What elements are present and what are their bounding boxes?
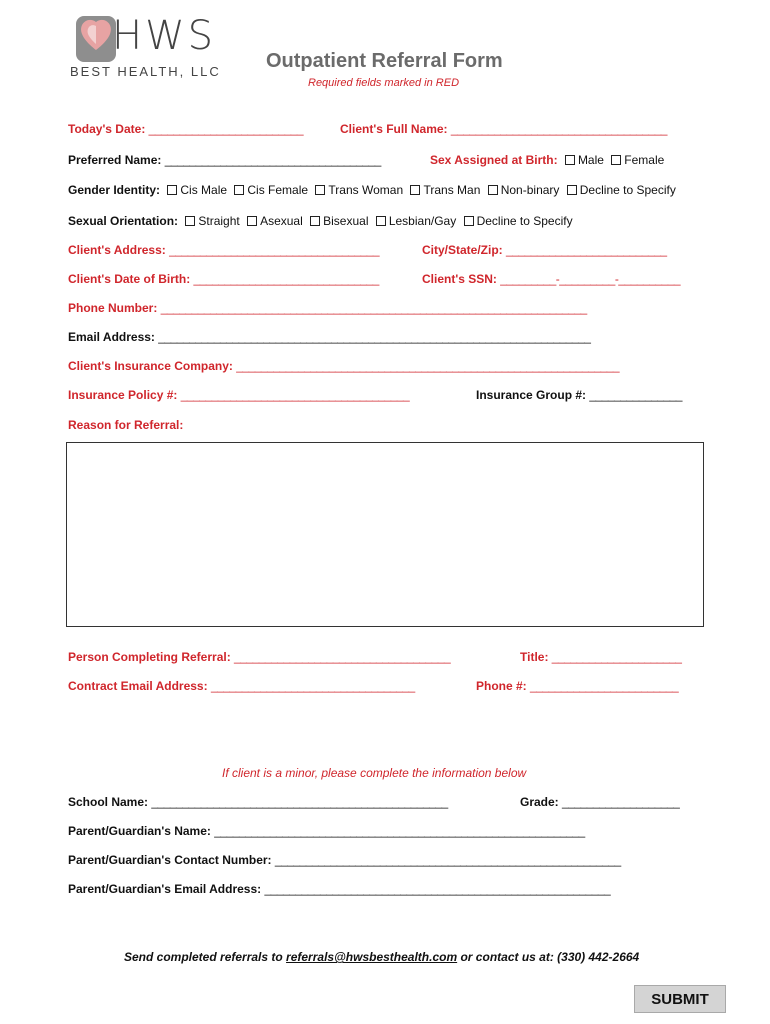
sex-assigned-label: Sex Assigned at Birth: xyxy=(430,153,558,167)
parent-email-label: Parent/Guardian's Email Address: xyxy=(68,882,262,896)
client-dob-label: Client's Date of Birth: xyxy=(68,272,191,286)
parent-name-label: Parent/Guardian's Name: xyxy=(68,824,211,838)
client-full-name-label: Client's Full Name: xyxy=(340,122,448,136)
option-gender-decline: Decline to Specify xyxy=(579,183,676,197)
option-straight: Straight xyxy=(198,214,240,228)
checkbox-straight[interactable] xyxy=(185,216,195,226)
insurance-policy-field[interactable] xyxy=(68,388,409,402)
preferred-name-blank[interactable]: ___________________________________ xyxy=(164,153,381,167)
footer-prefix: Send completed referrals to xyxy=(124,950,287,964)
person-completing-field[interactable] xyxy=(68,650,450,664)
insurance-group-field[interactable] xyxy=(476,388,682,402)
client-ssn-blank[interactable]: _________-_________-__________ xyxy=(500,272,681,286)
option-trans-man: Trans Man xyxy=(423,183,481,197)
client-address-blank[interactable]: __________________________________ xyxy=(169,243,380,257)
school-name-field[interactable] xyxy=(68,795,448,809)
reason-for-referral-label: Reason for Referral: xyxy=(68,418,184,432)
option-lesbian-gay: Lesbian/Gay xyxy=(388,214,457,228)
checkbox-male[interactable] xyxy=(565,155,575,165)
phone-number-blank[interactable]: _____________________________________________________________________ xyxy=(160,301,587,315)
todays-date-blank[interactable]: _________________________ xyxy=(148,122,304,136)
todays-date-label: Today's Date: xyxy=(68,122,146,136)
option-trans-woman: Trans Woman xyxy=(328,183,404,197)
todays-date-field[interactable] xyxy=(68,122,303,136)
title-field[interactable] xyxy=(520,650,681,664)
option-female: Female xyxy=(624,153,665,167)
parent-contact-label: Parent/Guardian's Contact Number: xyxy=(68,853,272,867)
reason-for-referral-textarea[interactable] xyxy=(66,442,704,627)
minor-note: If client is a minor, please complete the information below xyxy=(222,766,527,780)
checkbox-trans-man[interactable] xyxy=(410,185,420,195)
insurance-group-label: Insurance Group #: xyxy=(476,388,587,402)
phone-hash-field[interactable] xyxy=(476,679,678,693)
checkbox-trans-woman[interactable] xyxy=(315,185,325,195)
insurance-policy-blank[interactable]: _____________________________________ xyxy=(180,388,410,402)
grade-blank[interactable]: ___________________ xyxy=(562,795,680,809)
checkbox-female[interactable] xyxy=(611,155,621,165)
school-name-blank[interactable]: ________________________________________________ xyxy=(151,795,448,809)
checkbox-gender-decline[interactable] xyxy=(567,185,577,195)
checkbox-non-binary[interactable] xyxy=(488,185,498,195)
contract-email-blank[interactable]: _________________________________ xyxy=(210,679,415,693)
insurance-policy-label: Insurance Policy #: xyxy=(68,388,178,402)
client-full-name-blank[interactable]: ___________________________________ xyxy=(450,122,667,136)
person-completing-label: Person Completing Referral: xyxy=(68,650,231,664)
phone-hash-blank[interactable]: ________________________ xyxy=(530,679,679,693)
sexual-orientation-label: Sexual Orientation: xyxy=(68,214,179,228)
client-dob-field[interactable] xyxy=(68,272,379,286)
option-bisexual: Bisexual xyxy=(323,214,369,228)
email-address-field[interactable] xyxy=(68,330,590,344)
logo-tagline: BEST HEALTH, LLC xyxy=(70,64,221,79)
email-address-label: Email Address: xyxy=(68,330,155,344)
phone-number-field[interactable] xyxy=(68,301,587,315)
checkbox-orientation-decline[interactable] xyxy=(464,216,474,226)
insurance-company-blank[interactable]: ______________________________________________________________ xyxy=(236,359,620,373)
email-address-blank[interactable]: ______________________________________________________________________ xyxy=(158,330,591,344)
city-state-zip-field[interactable] xyxy=(422,243,667,257)
page-title: Outpatient Referral Form xyxy=(266,50,503,72)
title-blank[interactable]: _____________________ xyxy=(551,650,682,664)
phone-number-label: Phone Number: xyxy=(68,301,158,315)
submit-button[interactable]: SUBMIT xyxy=(634,985,726,1013)
client-address-label: Client's Address: xyxy=(68,243,166,257)
phone-hash-label: Phone #: xyxy=(476,679,527,693)
school-name-label: School Name: xyxy=(68,795,149,809)
contract-email-label: Contract Email Address: xyxy=(68,679,208,693)
client-ssn-label: Client's SSN: xyxy=(422,272,497,286)
option-non-binary: Non-binary xyxy=(500,183,560,197)
option-cis-female: Cis Female xyxy=(247,183,309,197)
insurance-company-field[interactable] xyxy=(68,359,619,373)
client-dob-blank[interactable]: ______________________________ xyxy=(193,272,379,286)
parent-name-field[interactable] xyxy=(68,824,585,838)
preferred-name-field[interactable] xyxy=(68,153,381,167)
client-ssn-field[interactable] xyxy=(422,272,680,286)
city-state-zip-label: City/State/Zip: xyxy=(422,243,503,257)
parent-contact-field[interactable] xyxy=(68,853,621,867)
footer-suffix: or contact us at: (330) 442-2664 xyxy=(457,950,640,964)
city-state-zip-blank[interactable]: __________________________ xyxy=(506,243,667,257)
option-orientation-decline: Decline to Specify xyxy=(476,214,573,228)
checkbox-lesbian-gay[interactable] xyxy=(376,216,386,226)
checkbox-cis-female[interactable] xyxy=(234,185,244,195)
grade-label: Grade: xyxy=(520,795,559,809)
referrals-email-link[interactable]: referrals@hwsbesthealth.com xyxy=(286,950,458,964)
sex-assigned-field xyxy=(430,153,664,167)
client-full-name-field[interactable] xyxy=(340,122,667,136)
parent-contact-blank[interactable]: ________________________________________________________ xyxy=(274,853,621,867)
grade-field[interactable] xyxy=(520,795,679,809)
insurance-group-blank[interactable]: _______________ xyxy=(589,388,682,402)
person-completing-blank[interactable]: ___________________________________ xyxy=(234,650,451,664)
checkbox-bisexual[interactable] xyxy=(310,216,320,226)
checkbox-asexual[interactable] xyxy=(247,216,257,226)
gender-identity-field xyxy=(68,183,676,197)
parent-email-field[interactable] xyxy=(68,882,610,896)
page-subtitle: Required fields marked in RED xyxy=(308,77,460,89)
gender-identity-label: Gender Identity: xyxy=(68,183,161,197)
sexual-orientation-field xyxy=(68,214,573,228)
insurance-company-label: Client's Insurance Company: xyxy=(68,359,233,373)
title-label: Title: xyxy=(520,650,549,664)
client-address-field[interactable] xyxy=(68,243,379,257)
option-asexual: Asexual xyxy=(260,214,303,228)
contract-email-field[interactable] xyxy=(68,679,415,693)
logo-name: HWS xyxy=(112,13,217,59)
footer-contact xyxy=(124,950,639,964)
option-cis-male: Cis Male xyxy=(180,183,228,197)
parent-email-blank[interactable]: ________________________________________________________ xyxy=(264,882,611,896)
parent-name-blank[interactable]: ____________________________________________________________ xyxy=(214,824,585,838)
preferred-name-label: Preferred Name: xyxy=(68,153,162,167)
checkbox-cis-male[interactable] xyxy=(167,185,177,195)
option-male: Male xyxy=(577,153,604,167)
